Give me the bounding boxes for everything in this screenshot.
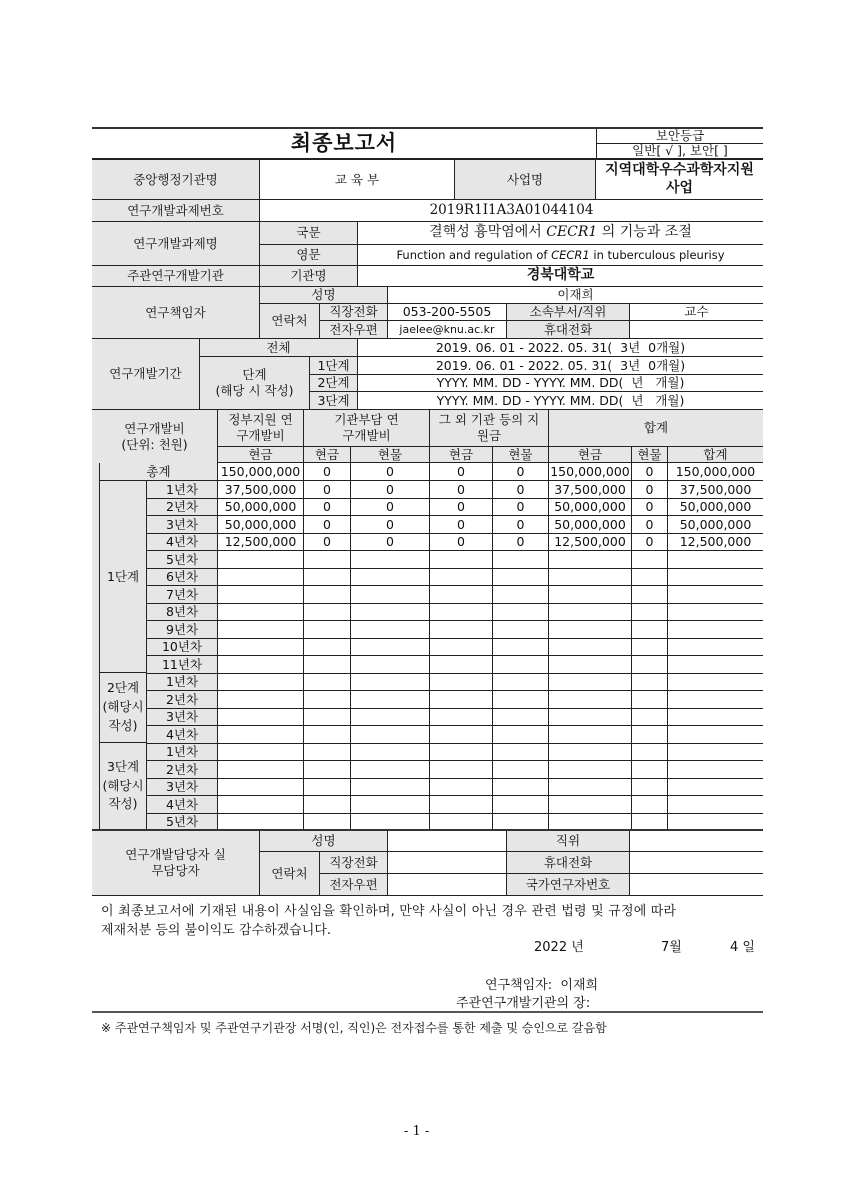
program-value: 지역대학우수과학자지원사업 [596,160,763,200]
budget-cell [632,621,668,639]
english-title-pre: Function and regulation of [396,247,552,262]
budget-year-label: 2년차 [147,499,218,516]
stage-label-text: 단계 [242,367,267,383]
pi-mobile [630,321,763,339]
budget-cell [430,761,493,779]
page-number: - 1 - [404,1124,430,1139]
budget-cell [493,656,549,674]
budget-cell: 0 [493,481,549,499]
budget-cell: 0 [632,534,668,551]
budget-cell [218,709,304,726]
date-day: 4 일 [730,940,755,955]
budget-cell [632,551,668,569]
staff-contact-label: 연락처 [260,852,320,896]
budget-year-label: 5년차 [147,551,218,569]
institution-name: 경북대학교 [358,266,763,287]
budget-cell [493,551,549,569]
budget-cell [668,674,763,691]
period-stage1: 2019. 06. 01 - 2022. 05. 31( 3년 0개월) [358,357,763,375]
budget-cell: 0 [632,516,668,534]
budget-cell [218,569,304,586]
budget-cell: 0 [493,516,549,534]
budget-cell [632,586,668,604]
budget-cell [493,639,549,656]
budget-cell [218,674,304,691]
pi-name: 이재희 [388,287,763,304]
budget-cell: 0 [351,516,430,534]
budget-cell [351,709,430,726]
project-title-label: 연구개발과제명 [92,222,260,266]
budget-cell [351,586,430,604]
budget-year-label: 1년차 [147,481,218,499]
budget-cell [304,569,351,586]
budget-cell [304,779,351,796]
budget-cell [304,604,351,621]
date-month: 7월 [661,940,682,955]
budget-cell [218,779,304,796]
security-grade-label: 보안등급 [596,129,763,144]
date-year: 2022 년 [534,940,584,955]
budget-year-label: 1년차 [147,744,218,761]
budget-year-label: 4년차 [147,796,218,814]
budget-cell [430,656,493,674]
period-stage1-label: 1단계 [310,357,358,375]
period-stage3: YYYY. MM. DD - YYYY. MM. DD( 년 개월) [358,392,763,410]
english-title-gene: CECR1 [551,247,590,262]
budget-cell [304,621,351,639]
budget-cell [430,796,493,814]
budget-cell: 50,000,000 [549,516,632,534]
budget-cell [430,691,493,709]
budget-cell [549,656,632,674]
program-label: 사업명 [455,160,596,200]
budget-cell [668,709,763,726]
period-stage2: YYYY. MM. DD - YYYY. MM. DD( 년 개월) [358,375,763,392]
budget-cell [632,569,668,586]
budget-cell [632,674,668,691]
project-number-label: 연구개발과제번호 [92,200,260,222]
budget-cell [430,779,493,796]
budget-cell [351,621,430,639]
budget-year-label: 11년차 [147,656,218,674]
budget-cell [632,604,668,621]
korean-title-post: 의 기능과 조절 [597,224,692,241]
budget-total-label: 총계 [99,463,218,481]
declaration-line2: 제재처분 등의 불이익도 감수하겠습니다. [101,923,332,938]
budget-total-cell: 150,000,000 [218,463,304,481]
period-stage-label [200,357,310,410]
institution-label: 주관연구개발기관 [92,266,260,287]
budget-cell [549,569,632,586]
project-title-english-label: 영문 [260,245,358,266]
budget-cell [668,621,763,639]
budget-cell: 0 [304,499,351,516]
project-title-english [358,245,763,266]
budget-cell [430,586,493,604]
budget-cell [493,709,549,726]
budget-cell [351,569,430,586]
budget-unit-text: (단위: 천원) [121,436,188,452]
budget-cell: 0 [351,499,430,516]
budget-cell: 37,500,000 [668,481,763,499]
budget-cell [351,604,430,621]
pi-office-phone-label: 직장전화 [320,304,388,321]
budget-cell: 37,500,000 [218,481,304,499]
staff-name [388,831,507,852]
budget-cell [218,551,304,569]
budget-cell [304,744,351,761]
signature-pi: 연구책임자: 이재희 [485,978,599,993]
sum-total-header: 합계 [668,447,763,463]
budget-cell [351,691,430,709]
budget-cell: 0 [351,534,430,551]
budget-cell [218,744,304,761]
budget-cell [430,726,493,744]
budget-cell [218,726,304,744]
budget-cell: 0 [632,481,668,499]
budget-cell [351,656,430,674]
pi-email: jaelee@knu.ac.kr [388,321,507,339]
pi-email-label: 전자우편 [320,321,388,339]
budget-cell [351,761,430,779]
other-cash-header: 현금 [430,447,493,463]
budget-cell: 50,000,000 [668,499,763,516]
budget-cell [304,551,351,569]
budget-cell: 0 [351,481,430,499]
institution-name-label: 기관명 [260,266,358,287]
budget-year-label: 7년차 [147,586,218,604]
budget-cell [493,796,549,814]
budget-cell [351,779,430,796]
budget-stage3-label: 3단계 (해당시 작성) [99,743,147,830]
budget-cell [218,656,304,674]
page-title: 최종보고서 [92,129,596,160]
project-number-value: 2019R1I1A3A01044104 [260,200,763,222]
budget-cell: 0 [430,481,493,499]
budget-cell [549,761,632,779]
budget-cell: 0 [304,481,351,499]
staff-name-label: 성명 [260,831,388,852]
budget-year-label: 2년차 [147,691,218,709]
budget-cell [632,761,668,779]
staff-researcher-no [630,874,763,896]
budget-inst-header: 기관부담 연구개발비 [304,410,430,447]
budget-cell [668,744,763,761]
sum-cash-header: 현금 [549,447,632,463]
budget-cell [549,796,632,814]
pi-dept-label: 소속부서/직위 [507,304,630,321]
budget-cell [632,656,668,674]
budget-cell [668,796,763,814]
budget-year-label: 4년차 [147,534,218,551]
budget-cell [430,709,493,726]
korean-title-gene: CECR1 [546,224,598,241]
staff-office-phone-label: 직장전화 [320,852,388,874]
budget-label-text: 연구개발비 [124,420,185,436]
budget-cell [549,604,632,621]
pi-position: 교수 [630,304,763,321]
budget-cell [304,639,351,656]
budget-cell: 0 [632,499,668,516]
budget-cell [430,639,493,656]
budget-cell [668,551,763,569]
budget-cell [549,639,632,656]
ministry-label: 중앙행정기관명 [92,160,260,200]
period-stage2-label: 2단계 [310,375,358,392]
budget-cell [493,569,549,586]
budget-cell [304,709,351,726]
pi-label: 연구책임자 [92,287,260,339]
sum-inkind-header: 현물 [632,447,668,463]
korean-title-pre: 결핵성 흉막염에서 [429,224,547,241]
budget-cell [549,744,632,761]
budget-cell: 0 [304,516,351,534]
budget-total-cell: 0 [430,463,493,481]
budget-cell [493,586,549,604]
budget-year-label: 1년차 [147,674,218,691]
budget-cell: 50,000,000 [218,516,304,534]
budget-stage1-label: 1단계 [99,481,147,673]
budget-cell [218,761,304,779]
english-title-post: in tuberculous pleurisy [589,247,725,262]
budget-cell [218,621,304,639]
staff-label: 연구개발담당자 실무담당자 [92,831,260,896]
inst-inkind-header: 현물 [351,447,430,463]
budget-cell [430,744,493,761]
budget-cell: 0 [430,499,493,516]
budget-cell [549,779,632,796]
budget-year-label: 3년차 [147,516,218,534]
period-stage3-label: 3단계 [310,392,358,410]
budget-cell [493,726,549,744]
budget-total-cell: 0 [493,463,549,481]
staff-mobile [630,852,763,874]
budget-gov-header: 정부지원 연구개발비 [218,410,304,447]
budget-cell [668,656,763,674]
budget-cell [549,621,632,639]
budget-cell [493,744,549,761]
budget-cell [430,604,493,621]
period-total: 2019. 06. 01 - 2022. 05. 31( 3년 0개월) [358,339,763,357]
budget-cell [304,796,351,814]
budget-cell [304,691,351,709]
budget-cell [430,569,493,586]
budget-stage2-label: 2단계 (해당시 작성) [99,673,147,743]
budget-cell [632,796,668,814]
budget-cell [351,726,430,744]
inst-cash-header: 현금 [304,447,351,463]
budget-year-label: 9년차 [147,621,218,639]
period-total-label: 전체 [200,339,358,357]
staff-researcher-no-label: 국가연구자번호 [507,874,630,896]
budget-cell [351,639,430,656]
budget-cell [668,586,763,604]
budget-year-label: 3년차 [147,779,218,796]
ministry-value: 교 육 부 [260,160,455,200]
budget-cell: 0 [493,499,549,516]
budget-cell [632,744,668,761]
pi-name-label: 성명 [260,287,388,304]
budget-cell [668,639,763,656]
budget-cell [304,656,351,674]
budget-cell [351,551,430,569]
budget-year-label: 8년차 [147,604,218,621]
staff-email [388,874,507,896]
budget-cell: 50,000,000 [668,516,763,534]
budget-cell: 0 [430,534,493,551]
budget-cell [549,726,632,744]
footnote: ※ 주관연구책임자 및 주관연구기관장 서명(인, 직인)은 전자접수를 통한 제출 및 승인으로 갈음함 [101,1021,607,1035]
pi-mobile-label: 휴대전화 [507,321,630,339]
budget-cell [632,709,668,726]
budget-cell: 50,000,000 [218,499,304,516]
budget-cell [493,604,549,621]
staff-office-phone [388,852,507,874]
budget-year-label: 2년차 [147,761,218,779]
budget-cell [632,691,668,709]
budget-cell [632,639,668,656]
budget-year-label: 3년차 [147,709,218,726]
budget-cell [632,779,668,796]
budget-cell [218,639,304,656]
security-grade-value: 일반[ √ ], 보안[ ] [596,144,763,160]
budget-cell [304,761,351,779]
signature-head: 주관연구개발기관의 장: [456,996,591,1011]
budget-cell [549,586,632,604]
staff-mobile-label: 휴대전화 [507,852,630,874]
budget-cell: 50,000,000 [549,499,632,516]
budget-cell [218,586,304,604]
budget-total-cell: 0 [351,463,430,481]
project-title-korean-label: 국문 [260,222,358,245]
other-inkind-header: 현물 [493,447,549,463]
budget-cell [304,726,351,744]
budget-cell: 12,500,000 [668,534,763,551]
budget-cell: 12,500,000 [218,534,304,551]
budget-other-header: 그 외 기관 등의 지원금 [430,410,549,447]
budget-cell [549,551,632,569]
budget-year-label: 10년차 [147,639,218,656]
budget-cell [351,744,430,761]
staff-email-label: 전자우편 [320,874,388,896]
budget-total-cell: 0 [632,463,668,481]
budget-total-cell: 150,000,000 [549,463,632,481]
budget-cell [668,569,763,586]
budget-cell [218,796,304,814]
budget-cell [351,674,430,691]
budget-cell: 37,500,000 [549,481,632,499]
budget-cell [549,691,632,709]
stage-note-text: (해당 시 작성) [215,383,294,398]
budget-cell [668,604,763,621]
footnote-divider [92,1011,763,1013]
budget-cell [493,761,549,779]
budget-cell [549,674,632,691]
budget-total-cell: 150,000,000 [668,463,763,481]
project-title-korean [358,222,763,245]
period-label: 연구개발기간 [92,339,200,410]
budget-cell: 0 [430,516,493,534]
budget-cell [493,674,549,691]
budget-year-label: 5년차 [147,814,218,831]
budget-cell [493,621,549,639]
pi-contact-label: 연락처 [260,304,320,339]
declaration-line1: 이 최종보고서에 기재된 내용이 사실임을 확인하며, 만약 사실이 아닌 경우 관련 법령 및 규정에 따라 [101,904,677,919]
budget-cell [668,691,763,709]
budget-cell [218,691,304,709]
budget-cell [493,691,549,709]
budget-year-label: 4년차 [147,726,218,744]
staff-position-label: 직위 [507,831,630,852]
gov-cash-header: 현금 [218,447,304,463]
budget-cell [632,726,668,744]
budget-cell [668,779,763,796]
staff-position [630,831,763,852]
budget-cell [304,586,351,604]
budget-cell [351,796,430,814]
budget-cell: 0 [493,534,549,551]
budget-cell: 12,500,000 [549,534,632,551]
budget-cell [218,604,304,621]
budget-sum-header: 합계 [549,410,763,447]
budget-cell [430,551,493,569]
budget-total-cell: 0 [304,463,351,481]
budget-cell [668,761,763,779]
budget-cell [668,726,763,744]
budget-cell [430,621,493,639]
budget-cell [493,779,549,796]
budget-cell [549,709,632,726]
pi-office-phone: 053-200-5505 [388,304,507,321]
budget-year-label: 6년차 [147,569,218,586]
budget-cell [430,674,493,691]
budget-cell [304,674,351,691]
budget-label [92,410,218,463]
budget-cell: 0 [304,534,351,551]
